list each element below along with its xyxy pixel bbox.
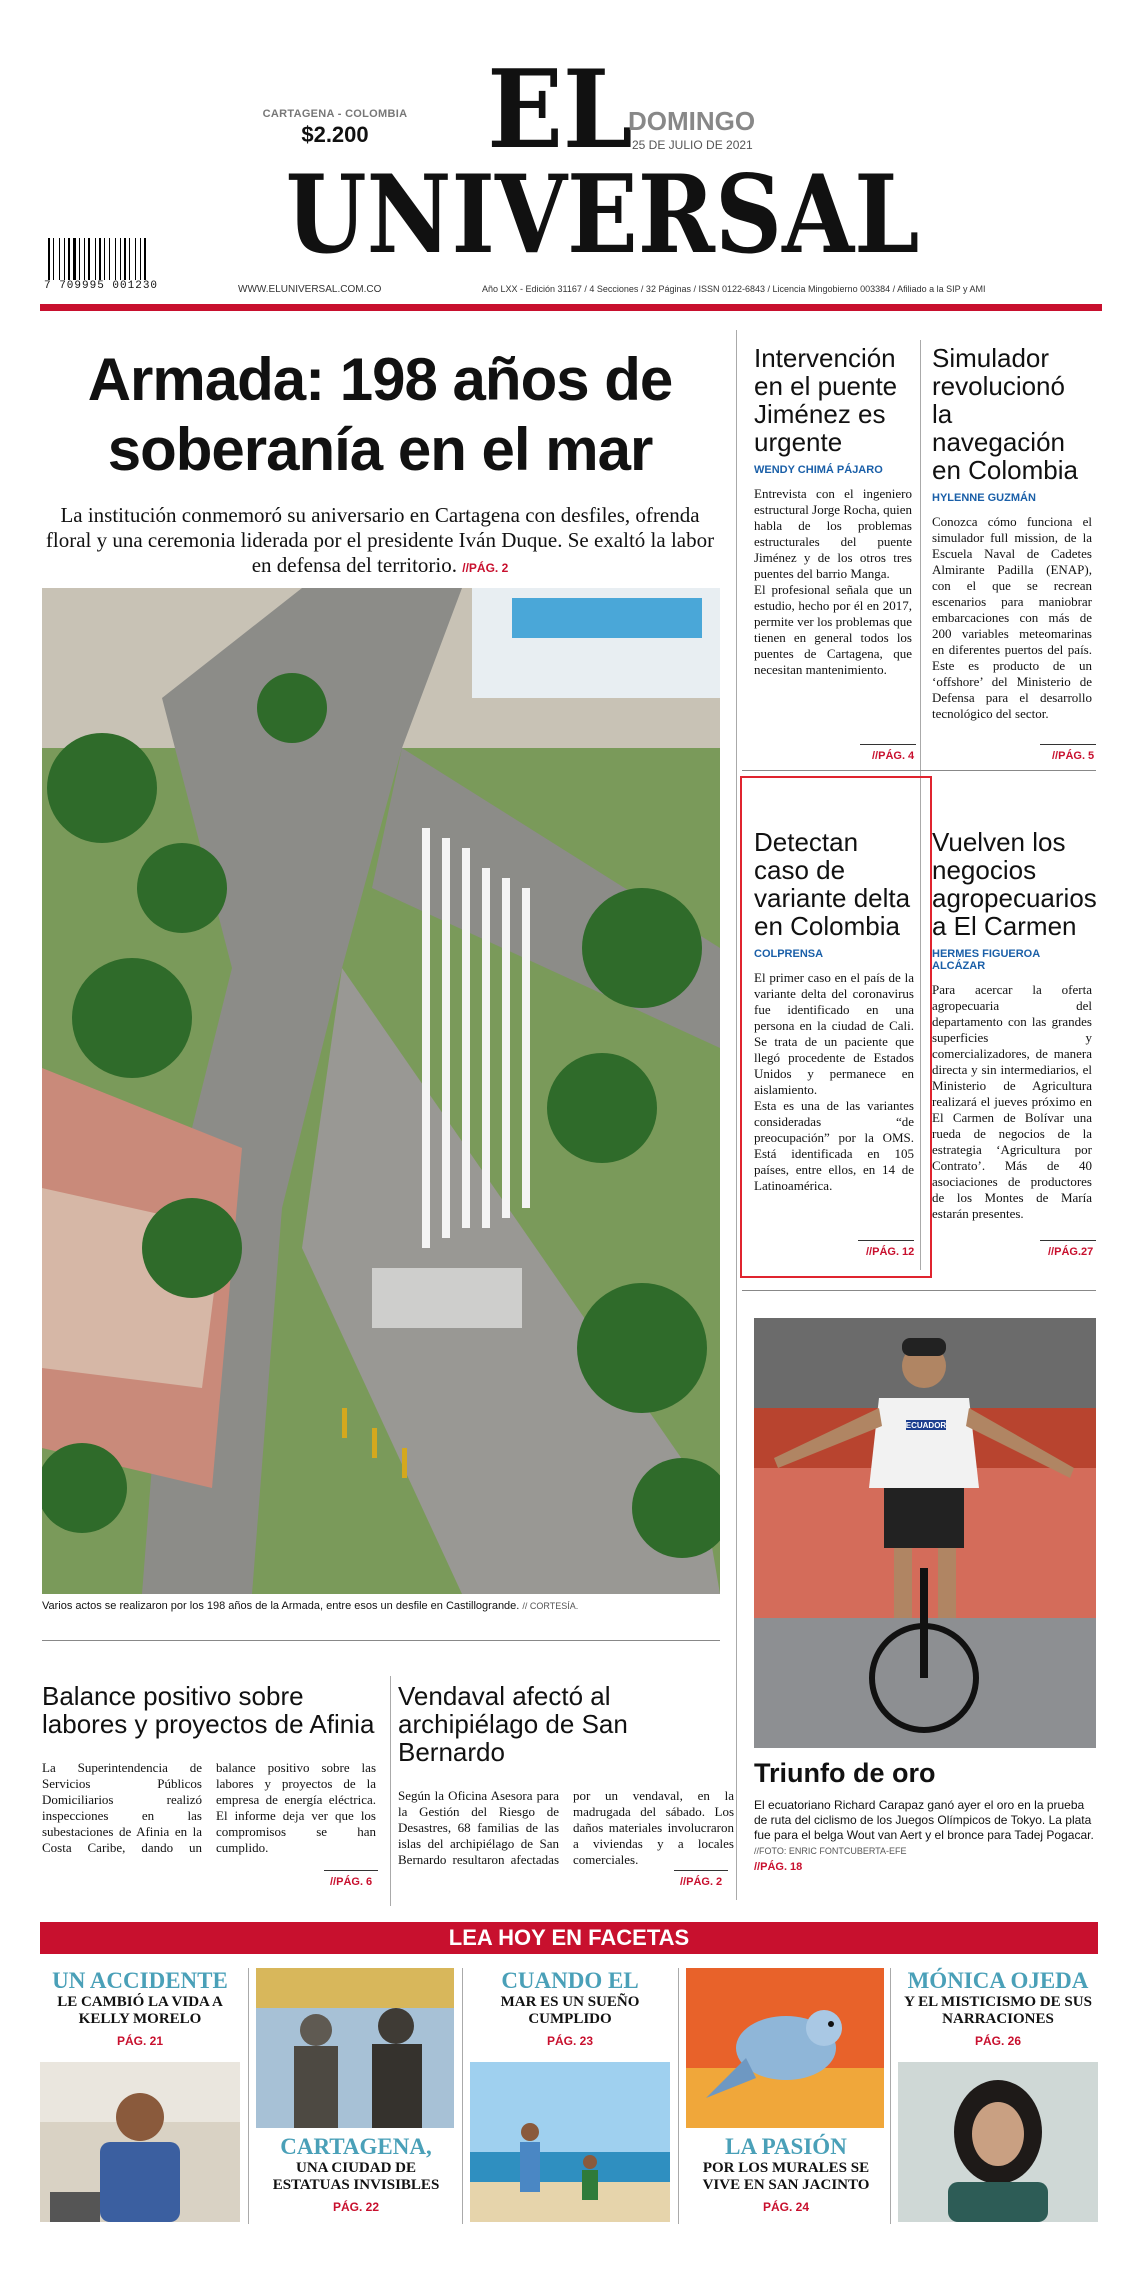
- facetas-photo-monica[interactable]: [898, 2062, 1098, 2222]
- facetas-subtitle: LE CAMBIÓ LA VIDA A KELLY MORELO: [57, 1994, 223, 2027]
- brief-paragraph: Para acercar la oferta agropecuaria del departamento con las grandes superficies y comercializadores, de manera directa y sin intermediarios, el Ministerio de Agricultura realizará el jueves próximo en El Carmen de Bolívar una rueda de negocios de la estrategia ‘Agricultura por Contrato’. Más de 40 asociaciones de productores de los Montes de María estarán presentes.: [932, 982, 1092, 1221]
- brief-page-ref[interactable]: //PÁG. 4: [872, 750, 915, 762]
- brief-puente[interactable]: [754, 344, 912, 678]
- lead-deck: [40, 503, 720, 581]
- facetas-item-cartagena[interactable]: [256, 2134, 456, 2214]
- brief-agro[interactable]: [932, 827, 1097, 1222]
- brief-paragraph: Esta es una de las variantes consideradas “de preocupación” por la OMS. Está identificada en 105 países, entre ellos, en 14 de Latinoamérica.: [754, 1098, 914, 1193]
- facetas-item-accidente[interactable]: [40, 1968, 240, 2048]
- section-divider: [742, 1290, 1096, 1291]
- lead-caption-credit: // CORTESÍA.: [522, 1601, 579, 1611]
- brief-vendaval[interactable]: [398, 1682, 734, 1868]
- section-divider: [42, 1640, 720, 1641]
- brief-delta[interactable]: [754, 828, 914, 1194]
- facetas-title[interactable]: MÓNICA OJEDA: [907, 1968, 1089, 1993]
- brief-headline[interactable]: Balance positivo sobre labores y proyectos de Afinia: [42, 1681, 375, 1739]
- website-link[interactable]: WWW.ELUNIVERSAL.COM.CO: [238, 284, 382, 295]
- facetas-photo-murales[interactable]: [686, 1968, 884, 2128]
- page-ref-line: [1040, 744, 1096, 745]
- section-divider: [742, 770, 1096, 771]
- facetas-subtitle: POR LOS MURALES SE VIVE EN SAN JACINTO: [702, 2160, 870, 2193]
- column-divider: [736, 330, 737, 1900]
- facetas-page[interactable]: PÁG. 21: [116, 2034, 164, 2048]
- facetas-subtitle: MAR ES UN SUEÑO CUMPLIDO: [500, 1994, 640, 2027]
- brief-body: [754, 486, 912, 678]
- sport-page-ref[interactable]: //PÁG. 18: [754, 1861, 803, 1873]
- brief-headline[interactable]: Detectan caso de variante delta en Colombia: [754, 827, 911, 941]
- price-block: [250, 108, 420, 148]
- brief-byline: WENDY CHIMÁ PÁJARO: [754, 464, 883, 476]
- page-ref-line: [858, 1240, 914, 1241]
- parade-photo-illustration: [42, 588, 720, 1594]
- brief-paragraph: Conozca cómo funciona el simulador full mission, de la Escuela Naval de Cadetes Almirante Padilla (ENAP), con el que se recrean escenarios para maniobrar embarcaciones con más de 200 variables meteomarinas en diferentes puertos del país. Este es producto de un ‘offshore’ del Ministerio de Defensa para el desarrollo tecnológico del sector.: [932, 514, 1092, 721]
- date-label: 25 DE JULIO DE 2021: [632, 138, 753, 152]
- facetas-item-pasion[interactable]: [686, 2134, 886, 2214]
- logo-line1: EL: [487, 47, 633, 173]
- brief-headline[interactable]: Simulador revolucionó la navegación en Colombia: [932, 343, 1078, 485]
- facetas-photo-cartagena[interactable]: [256, 1968, 454, 2128]
- beach-photo-illustration: [470, 2062, 670, 2222]
- brief-body: [932, 982, 1092, 1222]
- lead-photo[interactable]: [42, 588, 720, 1594]
- brief-page-ref[interactable]: //PÁG.27: [1048, 1246, 1094, 1258]
- facetas-title[interactable]: CUANDO EL: [501, 1968, 639, 1993]
- brief-headline[interactable]: Vendaval afectó al archipiélago de San Bernardo: [398, 1681, 628, 1767]
- cyclist-photo-illustration: [754, 1318, 1096, 1748]
- statues-photo-illustration: [256, 1968, 454, 2128]
- lead-deck-text: La institución conmemoró su aniversario en Cartagena con desfiles, ofrenda floral y una ceremonia liderada por el presidente Iván Duque. Se exaltó la labor en defensa del territorio.: [45, 503, 715, 577]
- sport-credit: //FOTO: ENRIC FONTCUBERTA-EFE: [754, 1846, 907, 1856]
- facetas-banner[interactable]: LEA HOY EN FACETAS: [40, 1922, 1098, 1954]
- masthead-rule: [40, 304, 1102, 311]
- brief-page-ref[interactable]: //PÁG. 6: [330, 1876, 373, 1888]
- brief-headline[interactable]: Vuelven los negocios agropecuarios a El Carmen: [932, 827, 1097, 941]
- facetas-page[interactable]: PÁG. 26: [974, 2034, 1022, 2048]
- sport-photo[interactable]: [754, 1318, 1096, 1748]
- brief-byline: HERMES FIGUEROA ALCÁZAR: [932, 948, 1040, 972]
- sport-headline[interactable]: Triunfo de oro: [754, 1758, 936, 1788]
- day-label: DOMINGO: [628, 106, 756, 136]
- facetas-page[interactable]: PÁG. 24: [762, 2200, 810, 2214]
- price-label: $2.200: [301, 122, 369, 147]
- lead-caption-text: Varios actos se realizaron por los 198 años de la Armada, entre esos un desfile en Castillogrande.: [42, 1600, 520, 1612]
- page-ref-line: [674, 1870, 728, 1871]
- facetas-subtitle: Y EL MISTICISMO DE SUS NARRACIONES: [904, 1994, 1092, 2027]
- bird-mural-illustration: [686, 1968, 884, 2128]
- portrait-photo-illustration: [898, 2062, 1098, 2222]
- page-ref-line: [1040, 1240, 1096, 1241]
- column-divider: [248, 1968, 249, 2224]
- brief-page-ref[interactable]: //PÁG. 2: [680, 1876, 723, 1888]
- facetas-item-monica[interactable]: [898, 1968, 1098, 2048]
- facetas-page[interactable]: PÁG. 22: [332, 2200, 380, 2214]
- logo-line2: UNIVERSAL: [285, 152, 920, 278]
- city-label: CARTAGENA - COLOMBIA: [262, 108, 408, 120]
- lead-caption: [42, 1600, 720, 1612]
- facetas-page[interactable]: PÁG. 23: [546, 2034, 594, 2048]
- column-divider: [390, 1676, 391, 1906]
- brief-byline: COLPRENSA: [754, 948, 824, 960]
- brief-body: Según la Oficina Asesora para la Gestión del Riesgo de Desastres, 68 familias de las islas del archipiélago de San Bernardo resultaron afectadas por un vendaval, en la madrugada del sábado. Los daños materiales involucraron a viviendas y a locales comerciales.: [398, 1788, 734, 1867]
- edition-info: Año LXX - Edición 31167 / 4 Secciones / 32 Páginas / ISSN 0122-6843 / Licencia Mingobierno 003384 / Afiliado a la SIP y AMI: [482, 284, 986, 294]
- column-divider: [890, 1968, 891, 2224]
- column-divider: [462, 1968, 463, 2224]
- brief-afinia[interactable]: [42, 1682, 376, 1856]
- brief-body: [932, 514, 1092, 722]
- column-divider: [678, 1968, 679, 2224]
- facetas-item-mar[interactable]: [470, 1968, 670, 2048]
- brief-paragraph: El profesional señala que un estudio, hecho por él en 2017, permite ver los problemas que tienen en general todos los puentes de Cartagena, que necesitan mantenimiento.: [754, 582, 912, 677]
- facetas-title[interactable]: UN ACCIDENTE: [52, 1968, 228, 1993]
- brief-paragraph: El primer caso en el país de la variante delta del coronavirus fue identificado en una persona en la ciudad de Cali. Se trata de un paciente que llegó procedente de Estados Unidos y permanece en aislamiento.: [754, 970, 914, 1097]
- page-ref-line: [860, 744, 916, 745]
- brief-body: La Superintendencia de Servicios Públicos Domiciliarios realizó inspecciones en las subestaciones de Afinia en la Costa Caribe, dando un balance positivo sobre las labores y proyectos de la empresa de energía eléctrica. El informe deja ver que los compromisos se han cumplido.: [42, 1760, 376, 1855]
- facetas-subtitle: UNA CIUDAD DE ESTATUAS INVISIBLES: [272, 2160, 440, 2193]
- facetas-photo-mar[interactable]: [470, 2062, 670, 2222]
- brief-paragraph: Entrevista con el ingeniero estructural Jorge Rocha, quien habla de los problemas estructurales del puente Jiménez y de los otros tres puentes del barrio Manga.: [754, 486, 912, 581]
- brief-byline: HYLENNE GUZMÁN: [932, 492, 1036, 504]
- brief-headline[interactable]: Intervención en el puente Jiménez es urgente: [754, 343, 898, 457]
- barcode-icon: [48, 238, 166, 280]
- jersey-label: ECUADOR: [905, 1421, 947, 1430]
- facetas-title[interactable]: CARTAGENA,: [280, 2134, 432, 2159]
- sport-body-text: El ecuatoriano Richard Carapaz ganó ayer el oro en la prueba de ruta del ciclismo de los Juegos Olímpicos de Tokyo. La plata fue para el belga Wout van Aert y el bronce para Tadej Pogacar.: [754, 1798, 1094, 1842]
- lead-page-ref[interactable]: //PÁG. 2: [462, 561, 509, 575]
- brief-simulador[interactable]: [932, 344, 1092, 722]
- page-ref-line: [324, 1870, 378, 1871]
- brief-body: [754, 970, 914, 1194]
- brief-page-ref[interactable]: //PÁG. 5: [1052, 750, 1095, 762]
- brief-page-ref[interactable]: //PÁG. 12: [866, 1246, 915, 1258]
- woman-photo-illustration: [40, 2062, 240, 2222]
- barcode-number: 7 709995 001230: [44, 280, 159, 292]
- facetas-photo-accidente[interactable]: [40, 2062, 240, 2222]
- sport-body: [754, 1798, 1096, 1875]
- lead-headline[interactable]: Armada: 198 años de soberanía en el mar: [87, 346, 673, 483]
- facetas-title[interactable]: LA PASIÓN: [725, 2134, 847, 2159]
